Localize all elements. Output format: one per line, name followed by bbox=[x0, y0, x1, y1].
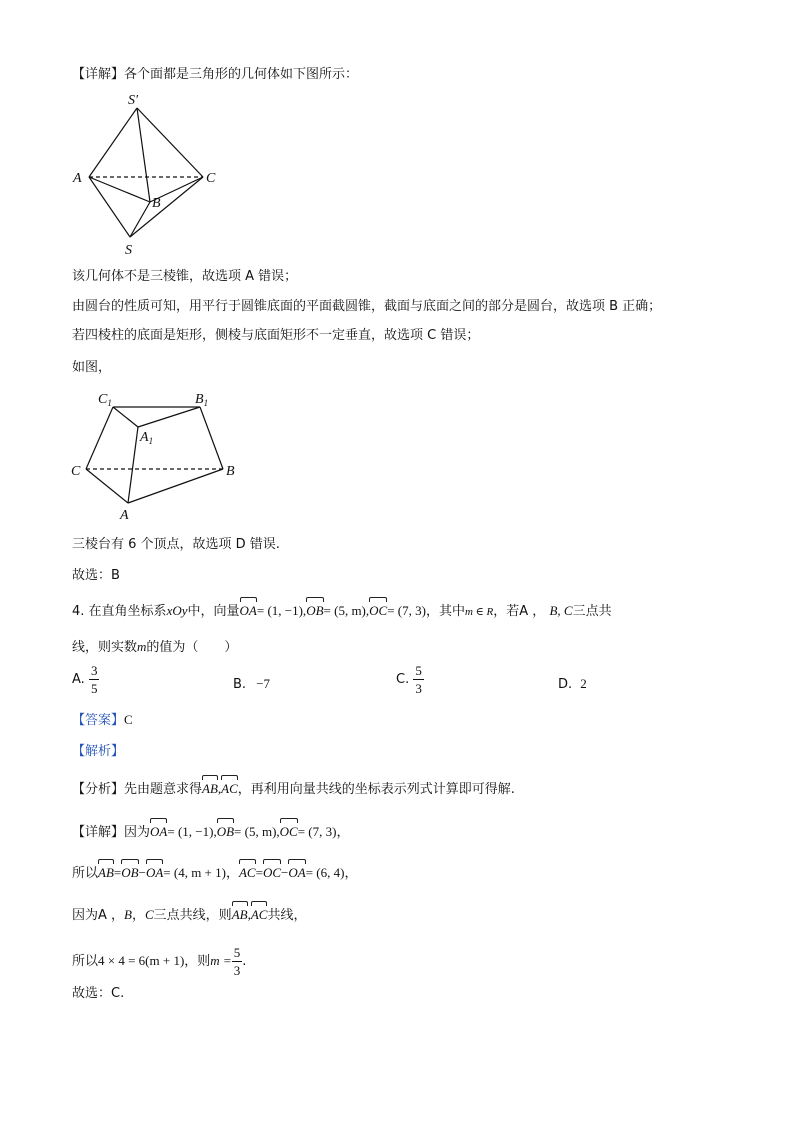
vector-value: = (1, −1), bbox=[167, 824, 217, 839]
vector-ac: AC bbox=[221, 781, 238, 796]
result: = (4, m + 1) bbox=[163, 865, 226, 880]
detail-text: 因为A ， bbox=[72, 908, 125, 923]
analysis-text: 先由题意求得 bbox=[124, 782, 203, 797]
vector-oa-value: = (1, −1), bbox=[256, 603, 307, 618]
punct: . bbox=[242, 954, 247, 969]
frustum-figure bbox=[68, 385, 248, 525]
result: = (6, 4) bbox=[305, 865, 345, 880]
punct: ， bbox=[344, 866, 358, 881]
q-text: 线，则实数 bbox=[72, 640, 138, 655]
punct: ， bbox=[336, 825, 350, 840]
vector-oc: OC bbox=[262, 865, 282, 880]
option-label: D. bbox=[558, 677, 573, 692]
q-text: 在直角坐标系 bbox=[88, 604, 167, 619]
label-c: C bbox=[206, 171, 216, 186]
detail-text: 各个面都是三角形的几何体如下图所示： bbox=[124, 67, 359, 82]
detail-text: 共线， bbox=[267, 908, 307, 923]
question-4-line1 bbox=[72, 602, 612, 621]
label-b: B bbox=[152, 196, 161, 211]
vector-ab: AB bbox=[202, 781, 218, 796]
detail-prefix: 【详解】 bbox=[72, 825, 125, 840]
analysis-prefix: 【分析】 bbox=[72, 782, 125, 797]
point-b: B bbox=[124, 907, 132, 922]
q-text: 的值为（ ） bbox=[146, 640, 238, 655]
answer-line bbox=[72, 711, 133, 730]
detail-text: 因为 bbox=[124, 825, 151, 840]
detail-text: 所以 bbox=[72, 866, 99, 881]
option-c-fraction bbox=[413, 662, 424, 697]
vector-value: = (7, 3) bbox=[297, 824, 337, 839]
m-in-r: m ∈ R bbox=[464, 606, 494, 618]
op: − bbox=[281, 865, 289, 880]
q-text: ，若A ， bbox=[493, 604, 546, 619]
numerator: 5 bbox=[415, 663, 422, 678]
question-4-line2 bbox=[72, 638, 237, 657]
vector-oa: OA bbox=[239, 603, 257, 618]
option-b[interactable] bbox=[233, 676, 270, 692]
vector-ob: OB bbox=[216, 824, 235, 839]
denominator: 5 bbox=[90, 681, 98, 696]
op: = bbox=[113, 865, 122, 880]
label-s-prime: S′ bbox=[128, 93, 139, 108]
option-a[interactable] bbox=[72, 662, 99, 697]
vector-oa: OA bbox=[150, 824, 168, 839]
bipyramid-figure bbox=[70, 92, 230, 264]
denominator: 3 bbox=[233, 963, 241, 978]
detail2-line4 bbox=[72, 944, 246, 979]
answer-value: C bbox=[124, 712, 133, 727]
choice-b: 故选：B bbox=[72, 568, 120, 583]
option-a-fraction bbox=[89, 662, 100, 697]
detail-text: ，则 bbox=[184, 954, 211, 969]
analysis-line: 【分析】先由题意求得AB,AC，再利用向量共线的坐标表示列式计算即可得解. bbox=[72, 781, 515, 797]
label-a: A bbox=[120, 508, 129, 523]
vector-oa: OA bbox=[288, 865, 306, 880]
option-value: 2 bbox=[580, 676, 587, 691]
punct: ， bbox=[225, 866, 239, 881]
analysis-text: ，再利用向量共线的坐标表示列式计算即可得解. bbox=[237, 782, 515, 797]
figure-intro: 如图， bbox=[72, 360, 112, 375]
detail-line bbox=[72, 66, 358, 84]
denominator: 3 bbox=[415, 681, 422, 696]
vector-oa: OA bbox=[145, 865, 164, 880]
vector-ac: AC bbox=[250, 907, 268, 922]
option-label: C. bbox=[396, 672, 410, 687]
option-d[interactable] bbox=[558, 676, 587, 692]
detail2-line3: 因为A ，B，C三点共线，则AB,AC共线， bbox=[72, 907, 307, 923]
numerator: 5 bbox=[233, 945, 241, 960]
option-c-analysis: 若四棱柱的底面是矩形，侧棱与底面矩形不一定垂直，故选项 C 错误； bbox=[72, 328, 480, 343]
coord-system: xOy bbox=[166, 603, 188, 618]
analysis-title: 【解析】 bbox=[72, 744, 125, 759]
result-fraction bbox=[232, 944, 243, 979]
op: = bbox=[255, 865, 263, 880]
option-label: B. bbox=[233, 677, 247, 692]
q-text: 中，向量 bbox=[187, 604, 240, 619]
label-s: S bbox=[125, 243, 132, 258]
option-c[interactable] bbox=[396, 662, 424, 697]
label-a: A bbox=[73, 171, 82, 186]
q-text: ，其中 bbox=[425, 604, 465, 619]
equation: 4 × 4 = 6(m + 1) bbox=[98, 953, 185, 968]
detail-text: 所以 bbox=[72, 954, 99, 969]
variable-m: m bbox=[137, 639, 147, 654]
question-number: 4. bbox=[72, 604, 85, 619]
detail-text: 三点共线，则 bbox=[153, 908, 232, 923]
vector-ab: AB bbox=[98, 865, 114, 880]
final-choice: 故选：C. bbox=[72, 986, 125, 1001]
option-d-analysis: 三棱台有 6 个顶点，故选项 D 错误. bbox=[72, 537, 280, 552]
vector-oc: OC bbox=[279, 824, 298, 839]
m-equals: m = bbox=[210, 953, 232, 968]
detail2-line2 bbox=[72, 864, 357, 883]
vector-ob: OB bbox=[121, 865, 139, 880]
answer-label: 【答案】 bbox=[72, 713, 125, 728]
option-value: −7 bbox=[256, 676, 271, 691]
label-a1: $A_1$ bbox=[140, 430, 154, 446]
option-b-analysis: 由圆台的性质可知，用平行于圆锥底面的平面截圆锥，截面与底面之间的部分是圆台，故选项 B 正确； bbox=[72, 299, 662, 314]
vector-oc: OC bbox=[369, 603, 388, 618]
points-bc: B, C bbox=[549, 603, 573, 618]
label-b1: $B_1$ bbox=[195, 392, 209, 408]
vector-ac: AC bbox=[238, 865, 256, 880]
vector-value: = (5, m), bbox=[234, 824, 280, 839]
point-c: C bbox=[145, 907, 154, 922]
label-c: C bbox=[71, 464, 81, 479]
vector-ob-value: = (5, m), bbox=[323, 603, 370, 618]
punct: ， bbox=[131, 908, 145, 923]
numerator: 3 bbox=[90, 663, 98, 678]
detail2-line1 bbox=[72, 823, 349, 842]
vector-ob: OB bbox=[306, 603, 324, 618]
detail-prefix: 【详解】 bbox=[72, 67, 125, 82]
option-label: A. bbox=[72, 672, 85, 687]
option-a-analysis: 该几何体不是三棱锥，故选项 A 错误； bbox=[72, 269, 298, 284]
vector-ab: AB bbox=[231, 907, 248, 922]
label-b: B bbox=[226, 464, 235, 479]
vector-oc-value: = (7, 3) bbox=[387, 603, 426, 618]
q-text: 三点共 bbox=[572, 604, 612, 619]
label-c1: $C_1$ bbox=[98, 392, 112, 408]
op: − bbox=[138, 865, 146, 880]
